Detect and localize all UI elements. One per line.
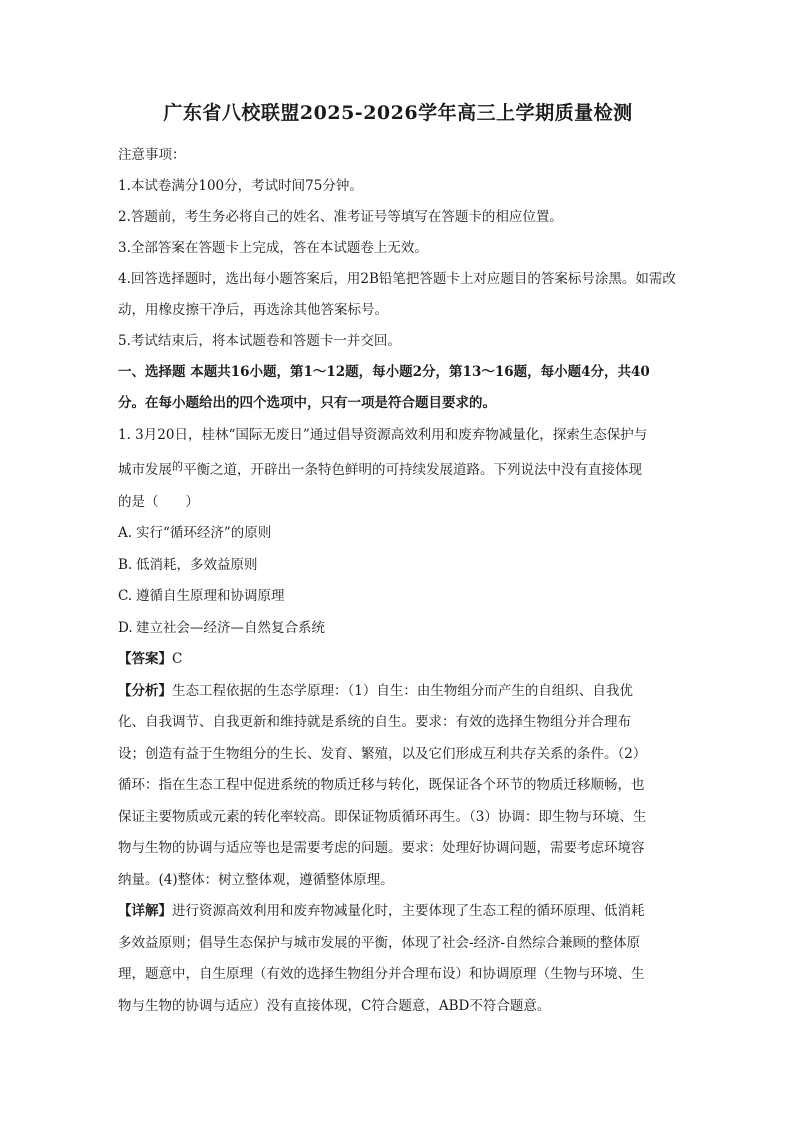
option-text: 实行“循环经济”的原则: [136, 525, 272, 541]
option-text: 低消耗，多效益原则: [136, 556, 258, 573]
option-d: [118, 613, 678, 645]
option-letter: C.: [118, 588, 133, 604]
question-stem-line-2: [118, 451, 678, 486]
answer-value: C: [172, 651, 183, 667]
option-b: [118, 550, 678, 582]
analysis-line-7: 纳量。(4)整体：树立整体观，遵循整体原理。: [118, 871, 394, 888]
detail-label: 【详解】: [118, 903, 172, 919]
analysis-line-3: 设；创造有益于生物组分的生长、发育、繁殖，以及它们形成互利共存关系的条件。（2）: [118, 745, 647, 762]
section-heading-line-1: 一、选择题 本题共16小题，第1～12题，每小题2分，第13～16题，每小题4分，共40: [118, 364, 650, 380]
analysis-line-6: 物与生物的协调与适应等也是需要考虑的问题。要求：处理好协调问题，需要考虑环境容: [118, 840, 645, 856]
detail-line-4: 物与生物的协调与适应）没有直接体现，C符合题意，ABD不符合题意。: [118, 997, 551, 1014]
question-stem-superscript: 的: [172, 460, 183, 473]
option-letter: D.: [118, 619, 133, 636]
notice-item-4: 4.回答选择题时，选出每小题答案后，用2B铅笔把答题卡上对应题目的答案标号涂黑。如需改动，用橡皮擦干净后，再选涂其他答案标号。: [118, 271, 676, 318]
analysis-text: 生态工程依据的生态学原理：（1）自生：由生物组分而产生的自组织、自我优: [172, 682, 633, 699]
analysis-line-1: [118, 676, 678, 708]
option-a: [118, 518, 678, 550]
analysis-line-2: 化、自我调节、自我更新和维持就是系统的自生。要求：有效的选择生物组分并合理布: [118, 714, 631, 730]
notice-item-3: 3.全部答案在答题卡上完成，答在本试题卷上无效。: [118, 240, 428, 256]
notice-item-2: 2.答题前，考生务必将自己的姓名、准考证号等填写在答题卡的相应位置。: [118, 209, 563, 225]
notice-heading: 注意事项：: [118, 147, 186, 163]
analysis-line-4: 循环：指在生态工程中促进系统的物质迁移与转化，既保证各个环节的物质迁移顺畅，也: [118, 777, 645, 793]
option-letter: A.: [118, 525, 133, 541]
option-letter: B.: [118, 556, 133, 573]
question-stem-line-1: 1. 3月20日，桂林“国际无废日”通过倡导资源高效利用和废弃物减量化，探索生态保护与: [118, 427, 648, 443]
detail-line-3: 理，题意中，自生原理（有效的选择生物组分并合理布设）和协调原理（生物与环境、生: [118, 966, 645, 982]
notice-item-5: 5.考试结束后，将本试题卷和答题卡一并交回。: [118, 333, 401, 349]
answer: [118, 644, 678, 676]
option-text: 建立社会—经济—自然复合系统: [136, 619, 325, 636]
analysis-line-5: 保证主要物质或元素的转化率较高。即保证物质循环再生。（3）协调：即生物与环境、生: [118, 808, 647, 825]
section-heading-line-2: 分。在每小题给出的四个选项中，只有一项是符合题目要求的。: [118, 395, 496, 411]
detail-line-1: [118, 896, 678, 928]
question-stem-text: 城市发展: [118, 462, 172, 478]
question-1: [118, 419, 678, 1022]
detail-text: 进行资源高效利用和废弃物减量化时，主要体现了生态工程的循环原理、低消耗: [172, 903, 645, 919]
exam-page: [118, 100, 678, 1022]
answer-label: 【答案】: [118, 651, 172, 667]
detail-line-2: 多效益原则；倡导生态保护与城市发展的平衡，体现了社会-经济-自然综合兼顾的整体原: [118, 934, 641, 951]
page-title: 广东省八校联盟2025-2026学年高三上学期质量检测: [163, 102, 633, 124]
notice-item-1: 1.本试卷满分100分，考试时间75分钟。: [118, 178, 363, 194]
question-stem-text-cont: 平衡之道，开辟出一条特色鲜明的可持续发展道路。下列说法中没有直接体现: [183, 462, 642, 478]
question-stem-line-3: 的是（ ）: [118, 494, 199, 510]
option-c: [118, 581, 678, 613]
analysis-label: 【分析】: [118, 682, 172, 699]
option-text: 遵循自生原理和协调原理: [136, 588, 285, 604]
